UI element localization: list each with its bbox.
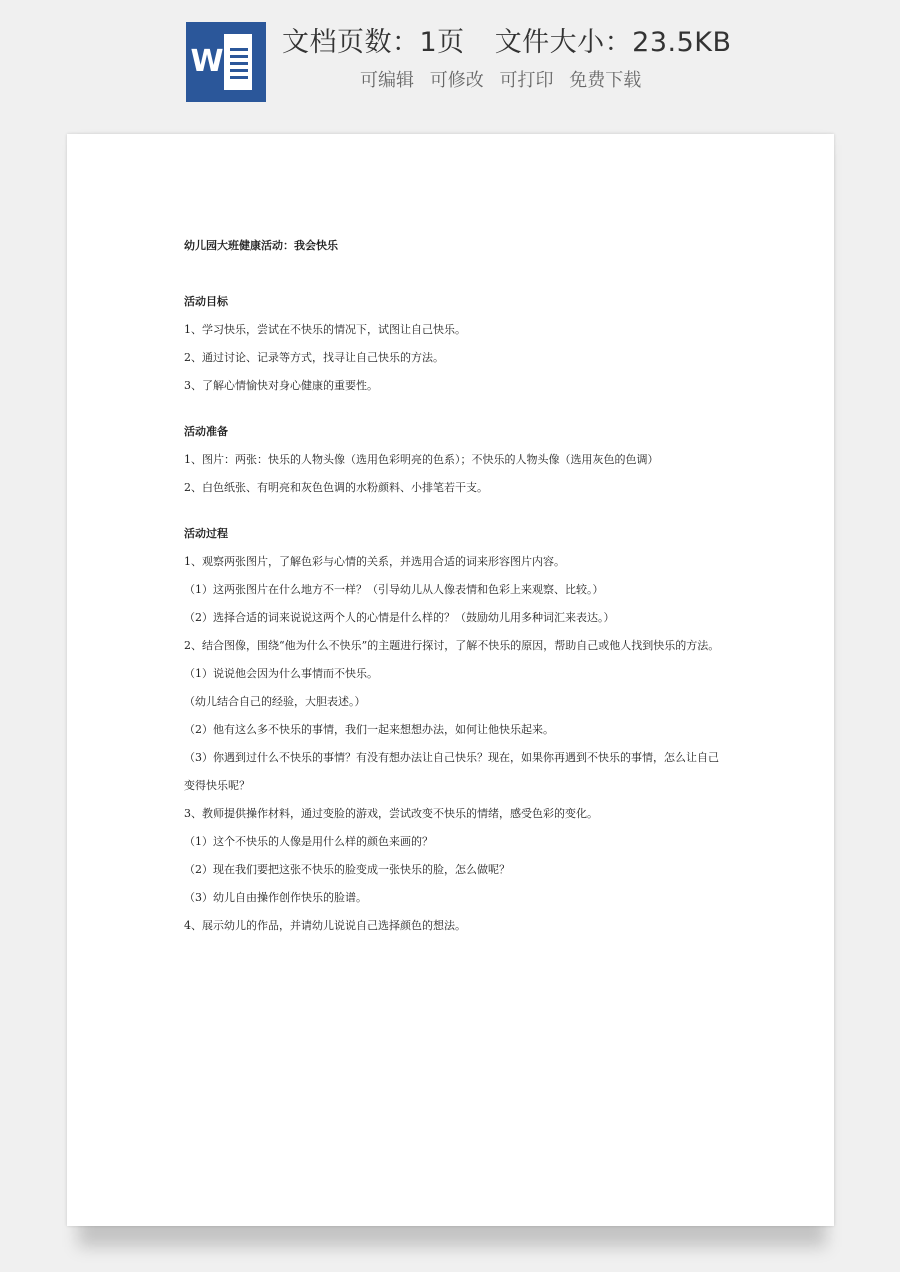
- list-item: 1、观察两张图片，了解色彩与心情的关系，并选用合适的词来形容图片内容。: [184, 555, 565, 568]
- list-item: 3、教师提供操作材料，通过变脸的游戏，尝试改变不快乐的情绪，感受色彩的变化。: [184, 807, 598, 820]
- page-count: 文档页数：1页: [282, 27, 465, 58]
- document-page: [67, 134, 834, 1226]
- feature-modifiable: 可修改: [429, 70, 484, 91]
- list-item: 2、白色纸张、有明亮和灰色色调的水粉颜料、小排笔若干支。: [184, 481, 488, 494]
- word-icon-line: [230, 62, 248, 65]
- section-heading-process: 活动过程: [184, 527, 228, 540]
- list-item: 2、结合图像，围绕“他为什么不快乐”的主题进行探讨，了解不快乐的原因，帮助自己或他人找到快乐的方法。: [184, 639, 720, 652]
- list-item: （2）现在我们要把这张不快乐的脸变成一张快乐的脸，怎么做呢？: [184, 863, 510, 876]
- section-heading-goals: 活动目标: [184, 295, 228, 308]
- feature-editable: 可编辑: [360, 70, 414, 91]
- list-item: （幼儿结合自己的经验，大胆表述。）: [184, 695, 366, 708]
- list-item: 3、了解心情愉快对身心健康的重要性。: [184, 379, 378, 392]
- list-item: （1）说说他会因为什么事情而不快乐。: [184, 667, 378, 680]
- list-item: （1）这两张图片在什么地方不一样？（引导幼儿从人像表情和色彩上来观察、比较。）: [184, 583, 604, 596]
- list-item: 1、学习快乐，尝试在不快乐的情况下，试图让自己快乐。: [184, 323, 466, 336]
- feature-printable: 可打印: [499, 70, 554, 91]
- word-icon-line: [230, 55, 248, 58]
- word-icon-line: [230, 69, 248, 72]
- file-size: 文件大小：23.5KB: [494, 27, 732, 58]
- document-content: [184, 232, 724, 940]
- word-icon-line: [230, 76, 248, 79]
- list-item: （2）选择合适的词来说说这两个人的心情是什么样的？（鼓励幼儿用多种词汇来表达。）: [184, 611, 615, 624]
- feature-list: [360, 66, 651, 92]
- word-icon: [186, 22, 266, 102]
- list-item: （2）他有这么多不快乐的事情，我们一起来想想办法，如何让他快乐起来。: [184, 723, 554, 736]
- section-heading-preparation: 活动准备: [184, 425, 228, 438]
- list-item: （1）这个不快乐的人像是用什么样的颜色来画的？: [184, 835, 433, 848]
- list-item: 4、展示幼儿的作品，并请幼儿说说自己选择颜色的想法。: [184, 919, 466, 932]
- list-item: 1、图片：两张：快乐的人物头像（选用色彩明亮的色系）；不快乐的人物头像（选用灰色的色调）: [184, 453, 659, 466]
- feature-free-download: 免费下载: [569, 70, 642, 91]
- word-icon-letter: W: [190, 34, 224, 90]
- list-item: 2、通过讨论、记录等方式，找寻让自己快乐的方法。: [184, 351, 444, 364]
- doc-info-header: [0, 0, 900, 115]
- list-item: （3）你遇到过什么不快乐的事情？有没有想办法让自己快乐？现在，如果你再遇到不快乐的事情，怎么让自己变得快乐呢？: [184, 751, 719, 792]
- list-item: （3）幼儿自由操作创作快乐的脸谱。: [184, 891, 367, 904]
- document-title: 幼儿园大班健康活动：我会快乐: [184, 239, 338, 252]
- word-icon-line: [230, 48, 248, 51]
- doc-info-title: [282, 20, 732, 59]
